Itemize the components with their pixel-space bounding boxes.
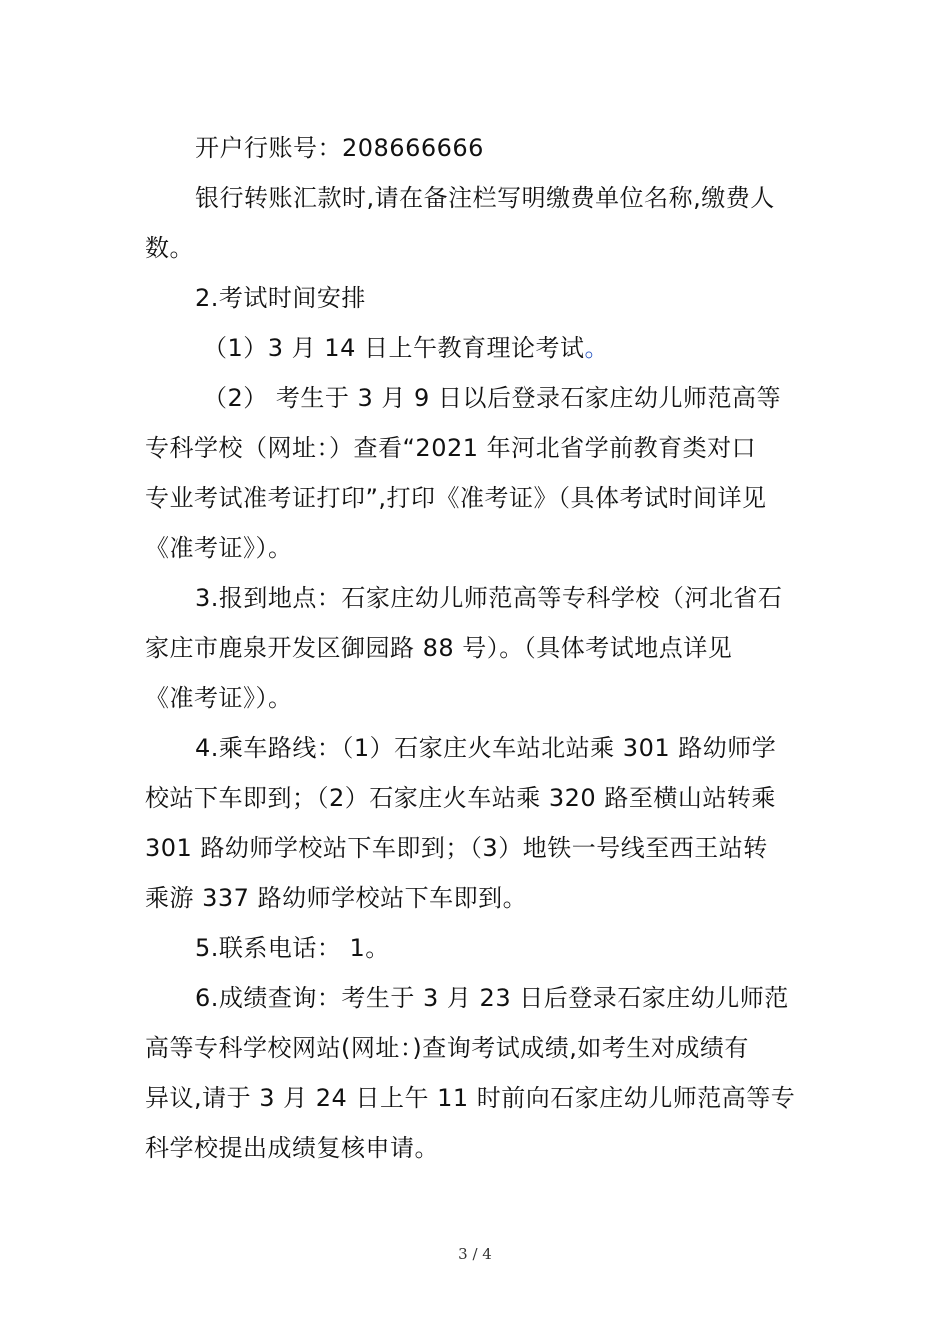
schedule-item-1-text: （1）3 月 14 日上午教育理论考试: [203, 334, 585, 362]
page-number: 3 / 4: [458, 1245, 492, 1263]
schedule-item-2-cont-2: 专业考试准考证打印”,打印《准考证》（具体考试时间详见: [145, 484, 767, 512]
section-contact-phone: 5.联系电话： 1。: [195, 934, 390, 962]
section-score-query-cont-3: 科学校提出成绩复核申请。: [145, 1134, 439, 1162]
section-heading-exam-schedule: 2.考试时间安排: [195, 284, 366, 312]
section-report-location: 3.报到地点：石家庄幼儿师范高等专科学校（河北省石: [195, 584, 783, 612]
section-score-query: 6.成绩查询：考生于 3 月 23 日后登录石家庄幼儿师范: [195, 984, 789, 1012]
schedule-item-2-cont-1: 专科学校（网址：）查看“2021 年河北省学前教育类对口: [145, 434, 757, 462]
section-score-query-cont-2: 异议,请于 3 月 24 日上午 11 时前向石家庄幼儿师范高等专: [145, 1084, 796, 1112]
bank-account-line: 开户行账号：208666666: [195, 134, 484, 162]
schedule-item-2-cont-3: 《准考证》）。: [145, 534, 293, 562]
section-score-query-cont-1: 高等专科学校网站(网址：)查询考试成绩,如考生对成绩有: [145, 1034, 749, 1062]
transfer-note-line: 银行转账汇款时,请在备注栏写明缴费单位名称,缴费人: [195, 184, 775, 212]
section-report-location-cont-2: 《准考证》）。: [145, 684, 293, 712]
schedule-item-2: （2） 考生于 3 月 9 日以后登录石家庄幼儿师范高等: [203, 384, 781, 412]
section-bus-routes-cont-3: 乘游 337 路幼师学校站下车即到。: [145, 884, 528, 912]
section-bus-routes-cont-2: 301 路幼师学校站下车即到；（3）地铁一号线至西王站转: [145, 834, 768, 862]
section-bus-routes-cont-1: 校站下车即到；（2）石家庄火车站乘 320 路至横山站转乘: [145, 784, 776, 812]
section-report-location-cont-1: 家庄市鹿泉开发区御园路 88 号）。（具体考试地点详见: [145, 634, 733, 662]
section-bus-routes: 4.乘车路线：（1）石家庄火车站北站乘 301 路幼师学: [195, 734, 777, 762]
transfer-note-line-cont: 数。: [145, 234, 194, 262]
schedule-item-1: [203, 331, 609, 365]
schedule-item-1-period: 。: [584, 334, 609, 362]
